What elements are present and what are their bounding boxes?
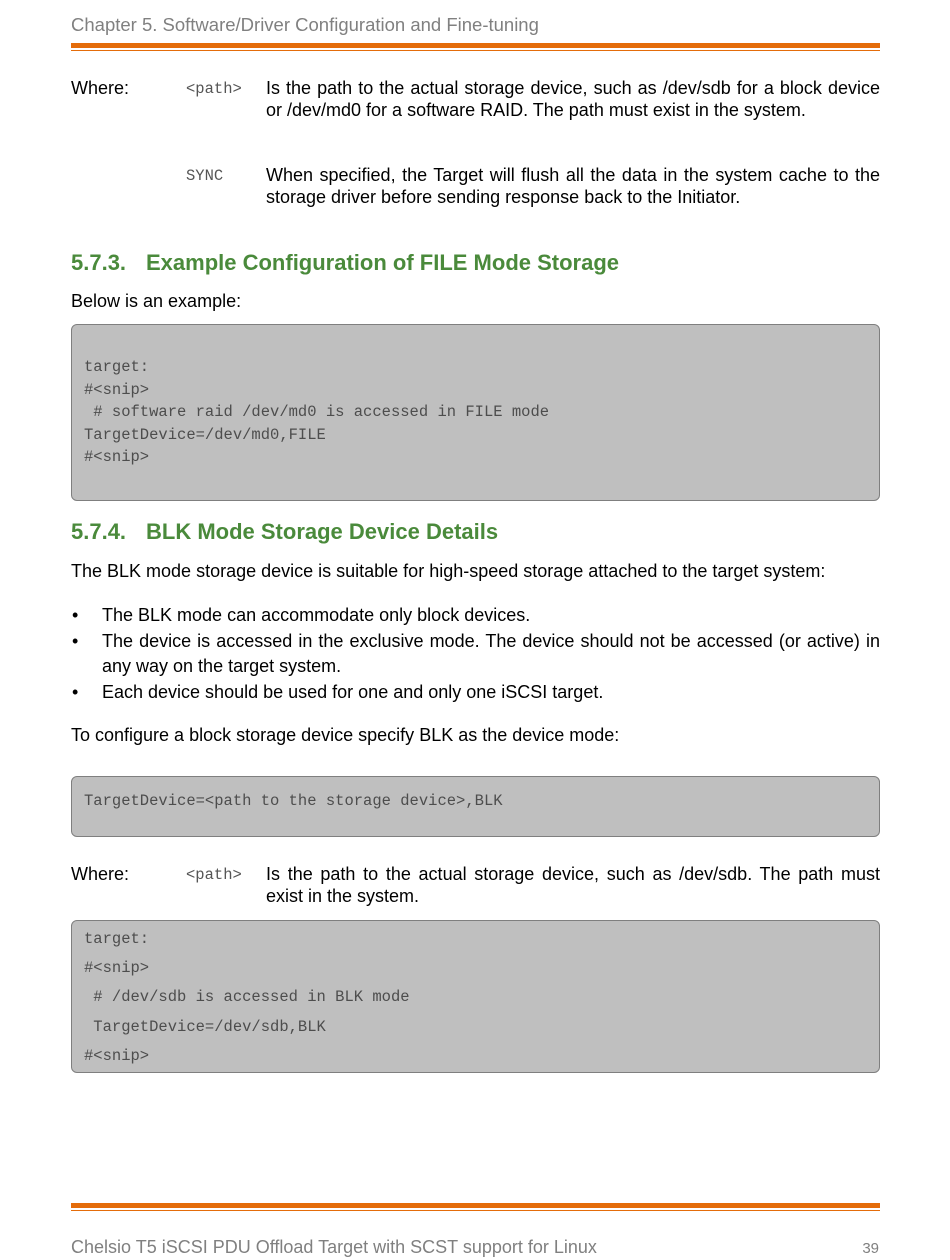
code-line: #<snip> [84,448,150,466]
code-line: target: [84,930,150,948]
code-line: TargetDevice=/dev/md0,FILE [84,426,326,444]
where-term: <path> [186,866,242,884]
code-line: target: [84,358,150,376]
where-label: Where: [71,864,130,884]
where-item-path [71,77,880,143]
section-number: 5.7.3. [71,250,127,275]
list-item [71,680,880,706]
code-line: # software raid /dev/md0 is accessed in FILE mode [84,403,550,421]
section-heading-5-7-3 [71,250,619,276]
section-number: 5.7.4. [71,519,127,544]
where-description: When specified, the Target will flush all the data in the system cache to the storage driver before sending response back to the Initiator. [266,165,880,207]
bullet-glyph: • [72,681,79,702]
code-block-blk-mode [71,920,880,1073]
where-item-sync [71,164,880,208]
code-block-blk-syntax [71,776,880,837]
code-block-file-mode [71,324,880,501]
code-line: TargetDevice=/dev/sdb,BLK [84,1018,326,1036]
where-description: Is the path to the actual storage device, such as /dev/sdb. The path must exist in the system. [266,864,880,906]
section-title: BLK Mode Storage Device Details [146,519,499,544]
list-item [71,629,880,680]
where-term: SYNC [186,167,224,185]
list-item [71,603,880,629]
section-title: Example Configuration of FILE Mode Storage [146,250,620,275]
running-header: Chapter 5. Software/Driver Configuration and Fine-tuning [71,14,539,35]
blk-intro: The BLK mode storage device is suitable for high-speed storage attached to the target system: [71,561,826,581]
footer-document-title: Chelsio T5 iSCSI PDU Offload Target with SCST support for Linux [71,1237,597,1257]
code-line: #<snip> [84,959,150,977]
page-number: 39 [862,1240,879,1257]
footer-rule [71,1203,880,1211]
section-heading-5-7-4 [71,519,498,545]
list-item-text: The BLK mode can accommodate only block devices. [102,605,531,625]
bullet-glyph: • [72,605,79,625]
list-item-text: Each device should be used for one and only one iSCSI target. [102,681,604,702]
list-item-text: The device is accessed in the exclusive mode. The device should not be accessed (or active) in any way on the target system. [102,630,880,676]
example-intro: Below is an example: [71,291,242,311]
configure-instruction: To configure a block storage device specify BLK as the device mode: [71,725,620,745]
where-description: Is the path to the actual storage device, such as /dev/sdb for a block device or /dev/md0 for a software RAID. The path must exist in the system. [266,78,880,120]
code-line: # /dev/sdb is accessed in BLK mode [84,988,410,1006]
header-rule [71,43,880,51]
where-term: <path> [186,80,242,98]
where-label: Where: [71,78,130,98]
code-line: #<snip> [84,1047,150,1065]
code-line: TargetDevice=<path to the storage device>,BLK [84,792,503,810]
code-line: #<snip> [84,381,150,399]
where-item-blk-path [71,863,880,907]
bullet-glyph: • [72,630,79,651]
bullet-list [71,603,880,705]
